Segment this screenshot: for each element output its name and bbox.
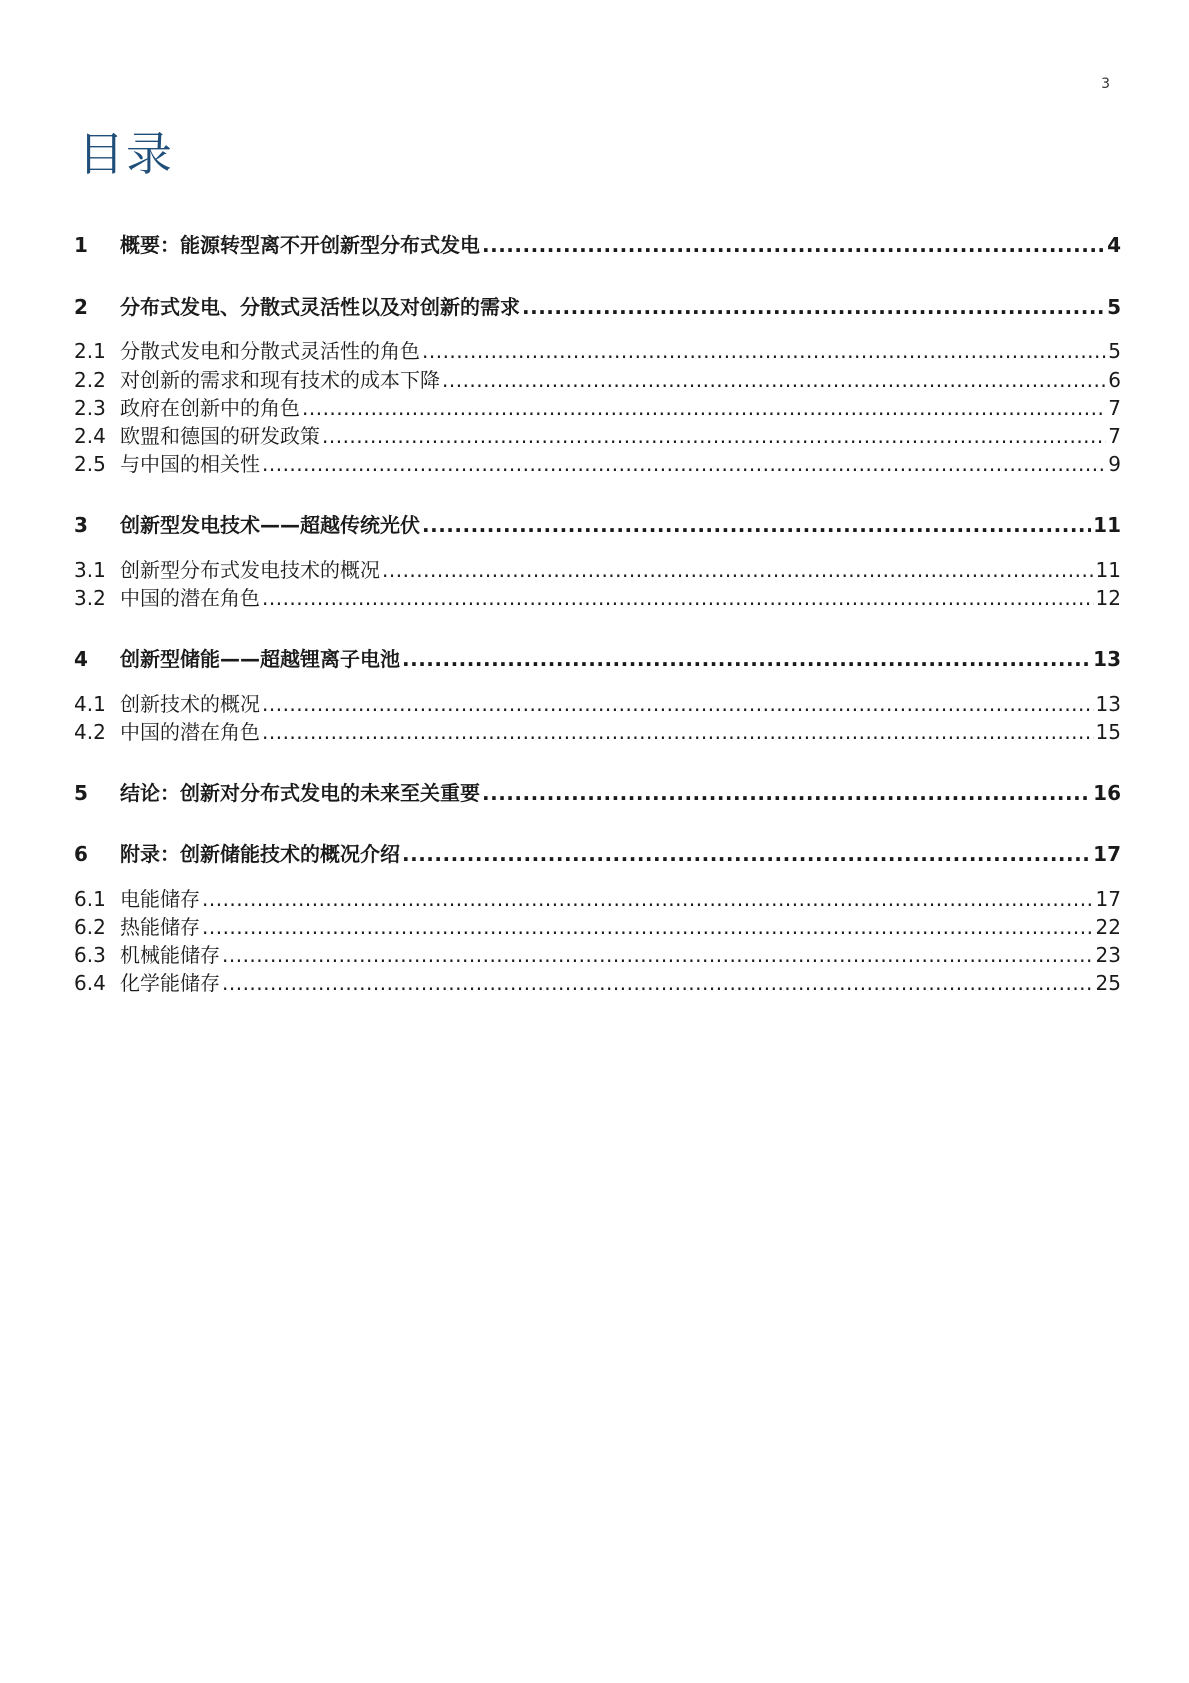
toc-entry-page: 13 bbox=[1093, 647, 1121, 671]
toc-entry-title: 创新型分布式发电技术的概况 bbox=[120, 558, 380, 582]
toc-dot-leader bbox=[422, 510, 1091, 540]
toc-entry-number: 2.5 bbox=[74, 452, 106, 476]
toc-entry-title: 欧盟和德国的研发政策 bbox=[120, 424, 320, 448]
toc-entry-title: 化学能储存 bbox=[120, 971, 220, 995]
toc-dot-leader bbox=[202, 912, 1094, 942]
toc-entry-number: 4.1 bbox=[74, 692, 106, 716]
toc-entry-number: 6.1 bbox=[74, 887, 106, 911]
toc-dot-leader bbox=[262, 449, 1106, 479]
toc-entry-title: 附录：创新储能技术的概况介绍 bbox=[120, 842, 400, 866]
toc-entry-5[interactable] bbox=[74, 778, 1121, 808]
toc-entry-number: 5 bbox=[74, 781, 88, 805]
toc-entry-6-4[interactable] bbox=[74, 968, 1121, 998]
toc-entry-6[interactable] bbox=[74, 839, 1121, 869]
toc-entry-page: 7 bbox=[1108, 424, 1121, 448]
toc-dot-leader bbox=[302, 393, 1106, 423]
toc-entry-page: 11 bbox=[1093, 513, 1121, 537]
toc-dot-leader bbox=[222, 940, 1094, 970]
toc-entry-number: 2.2 bbox=[74, 368, 106, 392]
toc-dot-leader bbox=[522, 292, 1105, 322]
page-number: 3 bbox=[1101, 76, 1110, 92]
toc-entry-page: 7 bbox=[1108, 396, 1121, 420]
toc-entry-3-1[interactable] bbox=[74, 555, 1121, 585]
toc-entry-2-5[interactable] bbox=[74, 449, 1121, 479]
toc-entry-page: 17 bbox=[1093, 842, 1121, 866]
toc-entry-number: 2.1 bbox=[74, 339, 106, 363]
toc-dot-leader bbox=[482, 230, 1105, 260]
page-title: 目录 bbox=[78, 127, 174, 181]
toc-entry-number: 3 bbox=[74, 513, 88, 537]
toc-entry-page: 11 bbox=[1095, 558, 1121, 582]
toc-entry-title: 创新型储能——超越锂离子电池 bbox=[120, 647, 400, 671]
toc-dot-leader bbox=[402, 839, 1091, 869]
toc-entry-6-1[interactable] bbox=[74, 884, 1121, 914]
toc-entry-title: 分布式发电、分散式灵活性以及对创新的需求 bbox=[120, 295, 520, 319]
toc-entry-title: 创新型发电技术——超越传统光伏 bbox=[120, 513, 420, 537]
toc-entry-4-1[interactable] bbox=[74, 689, 1121, 719]
toc-entry-number: 2.3 bbox=[74, 396, 106, 420]
toc-entry-3[interactable] bbox=[74, 510, 1121, 540]
toc-entry-title: 与中国的相关性 bbox=[120, 452, 260, 476]
toc-entry-page: 16 bbox=[1093, 781, 1121, 805]
toc-entry-number: 6.2 bbox=[74, 915, 106, 939]
toc-dot-leader bbox=[382, 555, 1094, 585]
toc-entry-title: 政府在创新中的角色 bbox=[120, 396, 300, 420]
toc-entry-title: 对创新的需求和现有技术的成本下降 bbox=[120, 368, 440, 392]
toc-entry-title: 中国的潜在角色 bbox=[120, 720, 260, 744]
toc-entry-title: 机械能储存 bbox=[120, 943, 220, 967]
toc-entry-number: 6.3 bbox=[74, 943, 106, 967]
toc-entry-2-1[interactable] bbox=[74, 336, 1121, 366]
toc-dot-leader bbox=[202, 884, 1094, 914]
toc-entry-title: 热能储存 bbox=[120, 915, 200, 939]
toc-entry-2[interactable] bbox=[74, 292, 1121, 322]
toc-dot-leader bbox=[322, 421, 1106, 451]
toc-entry-title: 分散式发电和分散式灵活性的角色 bbox=[120, 339, 420, 363]
toc-entry-number: 1 bbox=[74, 233, 88, 257]
toc-entry-number: 6.4 bbox=[74, 971, 106, 995]
toc-dot-leader bbox=[262, 689, 1094, 719]
toc-entry-page: 25 bbox=[1095, 971, 1121, 995]
toc-entry-page: 5 bbox=[1107, 295, 1121, 319]
toc-entry-title: 中国的潜在角色 bbox=[120, 586, 260, 610]
toc-entry-title: 概要：能源转型离不开创新型分布式发电 bbox=[120, 233, 480, 257]
toc-entry-number: 6 bbox=[74, 842, 88, 866]
toc-dot-leader bbox=[222, 968, 1094, 998]
toc-entry-page: 5 bbox=[1108, 339, 1121, 363]
toc-entry-number: 4 bbox=[74, 647, 88, 671]
toc-entry-number: 3.1 bbox=[74, 558, 106, 582]
toc-entry-2-3[interactable] bbox=[74, 393, 1121, 423]
toc-dot-leader bbox=[262, 717, 1094, 747]
toc-entry-number: 4.2 bbox=[74, 720, 106, 744]
toc-dot-leader bbox=[482, 778, 1091, 808]
toc-entry-2-2[interactable] bbox=[74, 365, 1121, 395]
toc-entry-3-2[interactable] bbox=[74, 583, 1121, 613]
toc-entry-page: 17 bbox=[1095, 887, 1121, 911]
toc-entry-page: 22 bbox=[1095, 915, 1121, 939]
toc-entry-number: 2.4 bbox=[74, 424, 106, 448]
toc-dot-leader bbox=[262, 583, 1094, 613]
toc-entry-1[interactable] bbox=[74, 230, 1121, 260]
toc-entry-number: 3.2 bbox=[74, 586, 106, 610]
toc-entry-page: 15 bbox=[1095, 720, 1121, 744]
toc-entry-6-2[interactable] bbox=[74, 912, 1121, 942]
toc-entry-4-2[interactable] bbox=[74, 717, 1121, 747]
toc-entry-6-3[interactable] bbox=[74, 940, 1121, 970]
toc-entry-page: 23 bbox=[1095, 943, 1121, 967]
toc-dot-leader bbox=[422, 336, 1106, 366]
toc-entry-page: 9 bbox=[1108, 452, 1121, 476]
toc-entry-title: 电能储存 bbox=[120, 887, 200, 911]
toc-entry-page: 12 bbox=[1095, 586, 1121, 610]
toc-entry-page: 4 bbox=[1107, 233, 1121, 257]
toc-entry-page: 6 bbox=[1108, 368, 1121, 392]
toc-entry-2-4[interactable] bbox=[74, 421, 1121, 451]
toc-dot-leader bbox=[402, 644, 1091, 674]
toc-entry-page: 13 bbox=[1095, 692, 1121, 716]
toc-dot-leader bbox=[442, 365, 1106, 395]
toc-entry-number: 2 bbox=[74, 295, 88, 319]
toc-entry-4[interactable] bbox=[74, 644, 1121, 674]
toc-entry-title: 创新技术的概况 bbox=[120, 692, 260, 716]
toc-entry-title: 结论：创新对分布式发电的未来至关重要 bbox=[120, 781, 480, 805]
